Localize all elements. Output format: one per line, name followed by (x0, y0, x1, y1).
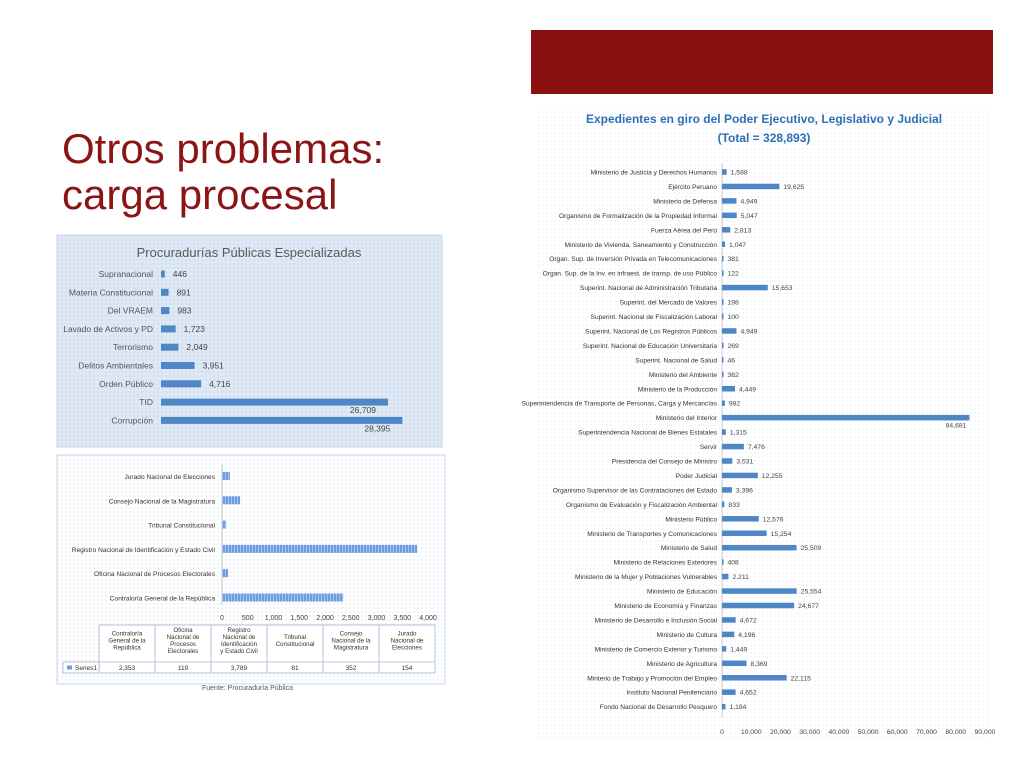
bar-ministerio-de-educacion (722, 588, 797, 594)
value-label-presidencia-del-consejo-de-ministro: 3,531 (736, 458, 754, 466)
bar-orden-publico (161, 380, 201, 387)
x-tick-2: 20,000 (770, 729, 791, 736)
category-label-organismo-supervisor-de-las-contrataciones-del-estado: Organismo Supervisor de las Contrataciones del Estado (552, 487, 717, 495)
value-label-fondo-nacional-de-desarrollo-pesquero: 1,184 (729, 704, 747, 712)
category-label-minterio-de-trabajo-y-promocion-del-empleo: Minterio de Trabajo y Promoción del Empleo (587, 675, 717, 683)
value-label-ministerio-de-educacion: 25,554 (800, 588, 822, 596)
procuradurias-chart-svg (57, 235, 442, 447)
x-tick-8: 80,000 (945, 729, 967, 736)
value-label-lavado-de-activos-y-pd: 1,723 (183, 323, 205, 334)
category-label-superint-nacional-de-fiscalizacion-laboral: Superint. Nacional de Fiscalización Laboral (590, 314, 717, 321)
category-label-ministerio-de-salud: Ministerio de Salud (660, 545, 717, 553)
value-label-superint-nacional-de-salud: 46 (727, 357, 736, 365)
category-label-poder-judicial: Poder Judicial (675, 472, 717, 480)
category-label-jurado-nacional-de-elecciones: Jurado Nacional de Elecciones (124, 474, 215, 481)
value-label-organismo-de-formalizacion-de-la-propiedad-informal: 5,047 (740, 212, 758, 220)
category-label-organ-sup-de-la-inv-en-infraest-de-transp-de-uso-publico: Organ. Sup. de la Inv. en infraest. de transp. de uso Público (542, 270, 717, 278)
category-label-ejercito-peruano: Ejército Peruano (668, 183, 717, 191)
category-label-ministerio-de-comercio-exterior-y-turismo: Ministerio de Comercio Exterior y Turismo (594, 646, 717, 654)
bar-organismo-de-formalizacion-de-la-propiedad-informal (722, 213, 737, 219)
category-label-ministerio-de-defensa: Ministerio de Defensa (653, 198, 717, 206)
category-label-consejo-nacional-de-la-magistratura: Consejo Nacional de la Magistratura (108, 498, 215, 506)
value-label-superint-nacional-de-los-registros-publicos: 4,949 (740, 328, 758, 336)
data-table-value-consejo-nacional-de-la-magistratura: 352 (345, 665, 357, 672)
category-label-presidencia-del-consejo-de-ministro: Presidencia del Consejo de Ministro (611, 458, 717, 466)
bar-contraloria-general-de-la-republica (222, 594, 343, 602)
bar-ministerio-de-transportes-y-comunicaciones (722, 531, 767, 537)
bar-organ-sup-de-inversion-privada-en-telecomunicaciones (722, 256, 724, 262)
data-table-value-oficina-nacional-de-procesos-electorales: 119 (177, 665, 189, 672)
bar-organ-sup-de-la-inv-en-infraest-de-transp-de-uso-publico (722, 270, 724, 276)
value-label-superintendencia-de-transporte-de-personas-carga-y-mercancias: 982 (728, 400, 741, 408)
category-label-ministerio-del-ambiente: Ministerio del Ambiente (648, 371, 717, 379)
value-label-ministerio-de-transportes-y-comunicaciones: 15,254 (770, 530, 792, 538)
category-label-ministerio-de-relaciones-exteriores: Ministerio de Relaciones Exteriores (613, 559, 717, 567)
bar-superint-del-mercado-de-valores (722, 299, 724, 305)
value-label-del-vraem: 983 (177, 305, 192, 316)
bar-minterio-de-trabajo-y-promocion-del-empleo (722, 675, 787, 681)
category-label-tid: TID (139, 397, 153, 408)
value-label-ministerio-de-la-produccion: 4,449 (739, 386, 757, 394)
data-table-value-jurado-nacional-de-elecciones: 154 (401, 665, 413, 672)
bar-oficina-nacional-de-procesos-electorales (222, 569, 228, 577)
value-label-ministerio-publico: 12,576 (762, 516, 784, 524)
bar-del-vraem (161, 307, 169, 314)
data-table-value-tribunal-constitucional: 81 (291, 665, 299, 672)
category-label-ministerio-del-interior: Ministerio del Interior (655, 415, 717, 423)
value-label-superint-nacional-de-administracion-tributaria: 15,653 (771, 285, 793, 293)
bar-terrorismo (161, 344, 178, 351)
x-tick-5: 2,500 (341, 615, 360, 622)
x-tick-3: 1,500 (290, 615, 309, 622)
bar-superintendencia-de-transporte-de-personas-carga-y-mercancias (722, 400, 725, 406)
value-label-ejercito-peruano: 19,625 (783, 183, 805, 191)
category-label-ministerio-de-economia-y-finanzas: Ministerio de Economía y Finanzas (614, 603, 717, 610)
bar-instituto-nacional-penitenciario (722, 689, 736, 695)
bar-consejo-nacional-de-la-magistratura (222, 496, 240, 504)
category-label-fuerza-aerea-del-peru: Fuerza Aérea del Perú (651, 227, 717, 235)
bar-delitos-ambientales (161, 362, 195, 369)
value-label-ministerio-de-vivienda-saneamiento-y-construccion: 1,047 (729, 241, 747, 249)
x-tick-7: 70,000 (916, 729, 937, 736)
legend-series-name: Series1 (75, 665, 98, 672)
category-label-ministerio-de-la-produccion: Ministerio de la Producción (637, 386, 717, 394)
value-label-servir: 7,476 (747, 444, 765, 452)
data-table-header-contraloria-general-de-la-republica: Contraloría General de la República (108, 630, 146, 652)
slide-title-line-2: carga procesal (62, 171, 338, 218)
value-label-organ-sup-de-inversion-privada-en-telecomunicaciones: 381 (727, 256, 739, 264)
value-label-terrorismo: 2,049 (186, 342, 208, 353)
bar-superint-nacional-de-los-registros-publicos (722, 328, 736, 334)
value-label-organismo-supervisor-de-las-contrataciones-del-estado: 3,396 (735, 487, 753, 495)
bar-organismo-de-evaluacion-y-fiscalizacion-ambiental (722, 502, 724, 508)
category-label-ministerio-de-transportes-y-comunicaciones: Ministerio de Transportes y Comunicaciones (587, 530, 717, 538)
bar-ejercito-peruano (722, 184, 779, 190)
bar-materia-constitucional (161, 289, 169, 296)
bar-fondo-nacional-de-desarrollo-pesquero (722, 704, 725, 710)
category-label-terrorismo: Terrorismo (112, 342, 153, 353)
value-label-ministerio-de-la-mujer-y-poblaciones-vulnerables: 2,211 (732, 574, 749, 582)
category-label-fondo-nacional-de-desarrollo-pesquero: Fondo Nacional de Desarrollo Pesquero (599, 704, 717, 712)
data-table-value-contraloria-general-de-la-republica: 2,353 (118, 665, 136, 672)
x-tick-4: 2,000 (316, 615, 334, 622)
category-label-supranacional: Supranacional (98, 269, 153, 279)
value-label-ministerio-de-justicia-y-derechos-humanos: 1,588 (730, 169, 748, 177)
category-label-superintendencia-de-transporte-de-personas-carga-y-mercancias: Superintendencia de Transporte de Personas, Carga y Mercancías (521, 400, 717, 408)
value-label-organ-sup-de-la-inv-en-infraest-de-transp-de-uso-publico: 122 (727, 270, 739, 278)
x-tick-4: 40,000 (828, 729, 850, 736)
x-tick-1: 500 (241, 615, 254, 622)
category-label-materia-constitucional: Materia Constitucional (68, 287, 153, 298)
bar-ministerio-de-vivienda-saneamiento-y-construccion (722, 242, 725, 248)
bar-superint-nacional-de-salud (722, 357, 724, 363)
bar-ministerio-del-interior (722, 415, 969, 421)
value-label-superint-nacional-de-educacion-universitaria: 269 (727, 342, 739, 350)
category-label-oficina-nacional-de-procesos-electorales: Oficina Nacional de Procesos Electorales (94, 571, 215, 579)
x-tick-5: 50,000 (857, 729, 879, 736)
value-label-instituto-nacional-penitenciario: 4,652 (739, 689, 757, 697)
bar-tribunal-constitucional (222, 521, 226, 529)
value-label-ministerio-de-salud: 25,509 (800, 545, 822, 553)
category-label-delitos-ambientales: Delitos Ambientales (78, 360, 153, 371)
bar-ministerio-de-la-produccion (722, 386, 735, 392)
category-label-corrupcion: Corrupción (111, 415, 153, 426)
category-label-orden-publico: Orden Público (99, 378, 153, 389)
bar-lavado-de-activos-y-pd (161, 325, 176, 332)
category-label-ministerio-de-desarrollo-e-inclusion-social: Ministerio de Desarrollo e Inclusión Social (594, 617, 717, 625)
value-label-ministerio-de-comercio-exterior-y-turismo: 1,449 (730, 646, 748, 654)
bar-jurado-nacional-de-elecciones (222, 472, 230, 480)
category-label-del-vraem: Del VRAEM (107, 305, 153, 316)
category-label-superintendencia-nacional-de-bienes-estatales: Superintendencia Nacional de Bienes Estatales (578, 429, 717, 437)
legend-swatch (67, 666, 72, 670)
bar-registro-nacional-de-identificacion-y-estado-civil (222, 545, 417, 553)
value-label-tid: 26,709 (350, 405, 377, 416)
bar-ministerio-de-salud (722, 545, 797, 551)
data-table-header-jurado-nacional-de-elecciones: Jurado Nacional de Elecciones (390, 630, 424, 652)
bar-superint-nacional-de-administracion-tributaria (722, 285, 768, 291)
bar-ministerio-de-desarrollo-e-inclusion-social (722, 617, 736, 623)
category-label-instituto-nacional-penitenciario: Instituto Nacional Penitenciario (626, 689, 717, 697)
value-label-superint-del-mercado-de-valores: 198 (727, 299, 739, 307)
slide-title (62, 126, 482, 218)
x-tick-2: 1,000 (264, 615, 283, 622)
category-label-ministerio-de-agricultura: Ministerio de Agricultura (646, 660, 717, 668)
bar-ministerio-de-cultura (722, 632, 734, 638)
chart-title: Procuradurías Públicas Especializadas (136, 245, 362, 260)
bar-ministerio-de-justicia-y-derechos-humanos (722, 169, 727, 175)
value-label-ministerio-de-agricultura: 8,369 (750, 660, 768, 668)
value-label-fuerza-aerea-del-peru: 2,813 (734, 227, 752, 235)
category-label-superint-nacional-de-salud: Superint. Nacional de Salud (635, 357, 717, 365)
accent-banner (531, 30, 993, 94)
x-tick-9: 90,000 (974, 729, 996, 736)
bar-superint-nacional-de-educacion-universitaria (722, 343, 724, 349)
category-label-ministerio-publico: Ministerio Público (665, 516, 717, 524)
value-label-orden-publico: 4,716 (209, 378, 231, 389)
data-table-header-registro-nacional-de-identificacion-y-estado-civil: Registro Nacional de Identificación y Estado Civil (220, 627, 258, 655)
x-tick-6: 60,000 (886, 729, 908, 736)
category-label-superint-nacional-de-administracion-tributaria: Superint. Nacional de Administración Tributaria (579, 285, 717, 293)
chart-title: Expedientes en giro del Poder Ejecutivo, Legislativo y Judicial (585, 112, 943, 126)
category-label-ministerio-de-educacion: Ministerio de Educación (646, 588, 717, 596)
category-label-servir: Servir (699, 444, 717, 452)
x-tick-7: 3,500 (393, 615, 412, 622)
bar-presidencia-del-consejo-de-ministro (722, 458, 732, 464)
value-label-ministerio-de-economia-y-finanzas: 24,677 (798, 603, 819, 610)
category-label-superint-del-mercado-de-valores: Superint. del Mercado de Valores (619, 299, 717, 307)
expedientes-chart-svg (521, 108, 996, 740)
data-table-header-consejo-nacional-de-la-magistratura: Consejo Nacional de la Magistratura (331, 630, 371, 652)
value-label-superintendencia-nacional-de-bienes-estatales: 1,315 (729, 429, 747, 437)
category-label-tribunal-constitucional: Tribunal Constitucional (148, 522, 215, 530)
category-label-ministerio-de-la-mujer-y-poblaciones-vulnerables: Ministerio de la Mujer y Poblaciones Vulnerables (575, 574, 717, 582)
bar-superint-nacional-de-fiscalizacion-laboral (722, 314, 724, 320)
bar-ministerio-de-economia-y-finanzas (722, 603, 794, 609)
category-label-organ-sup-de-inversion-privada-en-telecomunicaciones: Organ. Sup. de Inversión Privada en Telecomunicaciones (549, 256, 717, 264)
bar-ministerio-publico (722, 516, 759, 522)
value-label-minterio-de-trabajo-y-promocion-del-empleo: 22,115 (790, 675, 811, 683)
bar-organismo-supervisor-de-las-contrataciones-del-estado (722, 487, 732, 493)
category-label-ministerio-de-vivienda-saneamiento-y-construccion: Ministerio de Vivienda, Saneamiento y Construcción (564, 241, 717, 249)
category-label-contraloria-general-de-la-republica: Contraloría General de la República (109, 595, 215, 603)
bar-ministerio-de-relaciones-exteriores (722, 559, 724, 565)
bar-ministerio-del-ambiente (722, 372, 724, 378)
category-label-lavado-de-activos-y-pd: Lavado de Activos y PD (63, 323, 153, 334)
expedientes-chart (521, 108, 996, 740)
bar-fuerza-aerea-del-peru (722, 227, 730, 233)
value-label-poder-judicial: 12,255 (761, 472, 783, 480)
bar-supranacional (161, 271, 165, 278)
value-label-organismo-de-evaluacion-y-fiscalizacion-ambiental: 833 (728, 501, 740, 509)
category-label-superint-nacional-de-los-registros-publicos: Superint. Nacional de Los Registros Públicos (585, 328, 717, 336)
x-tick-1: 10,000 (740, 729, 762, 736)
slide-title-line-1: Otros problemas: (62, 125, 385, 172)
bar-poder-judicial (722, 473, 758, 479)
x-tick-0: 0 (220, 615, 224, 622)
bar-superintendencia-nacional-de-bienes-estatales (722, 429, 726, 435)
bar-ministerio-de-la-mujer-y-poblaciones-vulnerables (722, 574, 728, 580)
organismos-chart-svg (57, 455, 445, 692)
bar-ministerio-de-defensa (722, 198, 736, 204)
bar-ministerio-de-comercio-exterior-y-turismo (722, 646, 726, 652)
category-label-organismo-de-evaluacion-y-fiscalizacion-ambiental: Organismo de Evaluación y Fiscalización Ambiental (566, 501, 717, 509)
data-table-value-registro-nacional-de-identificacion-y-estado-civil: 3,789 (230, 665, 248, 672)
x-tick-6: 3,000 (367, 615, 386, 622)
value-label-superint-nacional-de-fiscalizacion-laboral: 100 (727, 314, 739, 321)
category-label-organismo-de-formalizacion-de-la-propiedad-informal: Organismo de Formalización de la Propiedad Informal (559, 212, 717, 220)
value-label-supranacional: 446 (172, 269, 187, 279)
value-label-ministerio-de-desarrollo-e-inclusion-social: 4,672 (739, 617, 757, 625)
data-table-header-oficina-nacional-de-procesos-electorales: Oficina Nacional de Procesos Electorales (166, 627, 200, 655)
value-label-materia-constitucional: 891 (176, 287, 191, 298)
category-label-registro-nacional-de-identificacion-y-estado-civil: Registro Nacional de Identificación y Estado Civil (71, 546, 215, 554)
value-label-corrupcion: 28,395 (364, 423, 391, 434)
category-label-ministerio-de-cultura: Ministerio de Cultura (656, 631, 717, 639)
x-tick-3: 30,000 (799, 729, 821, 736)
value-label-ministerio-del-interior: 84,681 (945, 422, 967, 430)
value-label-ministerio-de-defensa: 4,949 (740, 198, 758, 206)
value-label-ministerio-de-cultura: 4,196 (738, 631, 756, 639)
x-tick-8: 4,000 (419, 615, 437, 622)
organismos-chart (57, 455, 445, 692)
value-label-ministerio-de-relaciones-exteriores: 408 (727, 559, 739, 567)
data-table-header-tribunal-constitucional: Tribunal Constitucional (275, 634, 315, 648)
bar-servir (722, 444, 744, 450)
value-label-delitos-ambientales: 3,951 (202, 360, 224, 371)
x-tick-0: 0 (720, 729, 724, 736)
value-label-ministerio-del-ambiente: 362 (727, 371, 739, 379)
source-note: Fuente: Procuraduría Pública (202, 685, 294, 692)
category-label-superint-nacional-de-educacion-universitaria: Superint. Nacional de Educación Universitaria (582, 342, 717, 350)
bar-ministerio-de-agricultura (722, 661, 746, 667)
category-label-ministerio-de-justicia-y-derechos-humanos: Ministerio de Justicia y Derechos Humanos (590, 169, 717, 177)
chart-subtitle: (Total = 328,893) (717, 131, 811, 145)
procuradurias-chart (57, 235, 442, 447)
